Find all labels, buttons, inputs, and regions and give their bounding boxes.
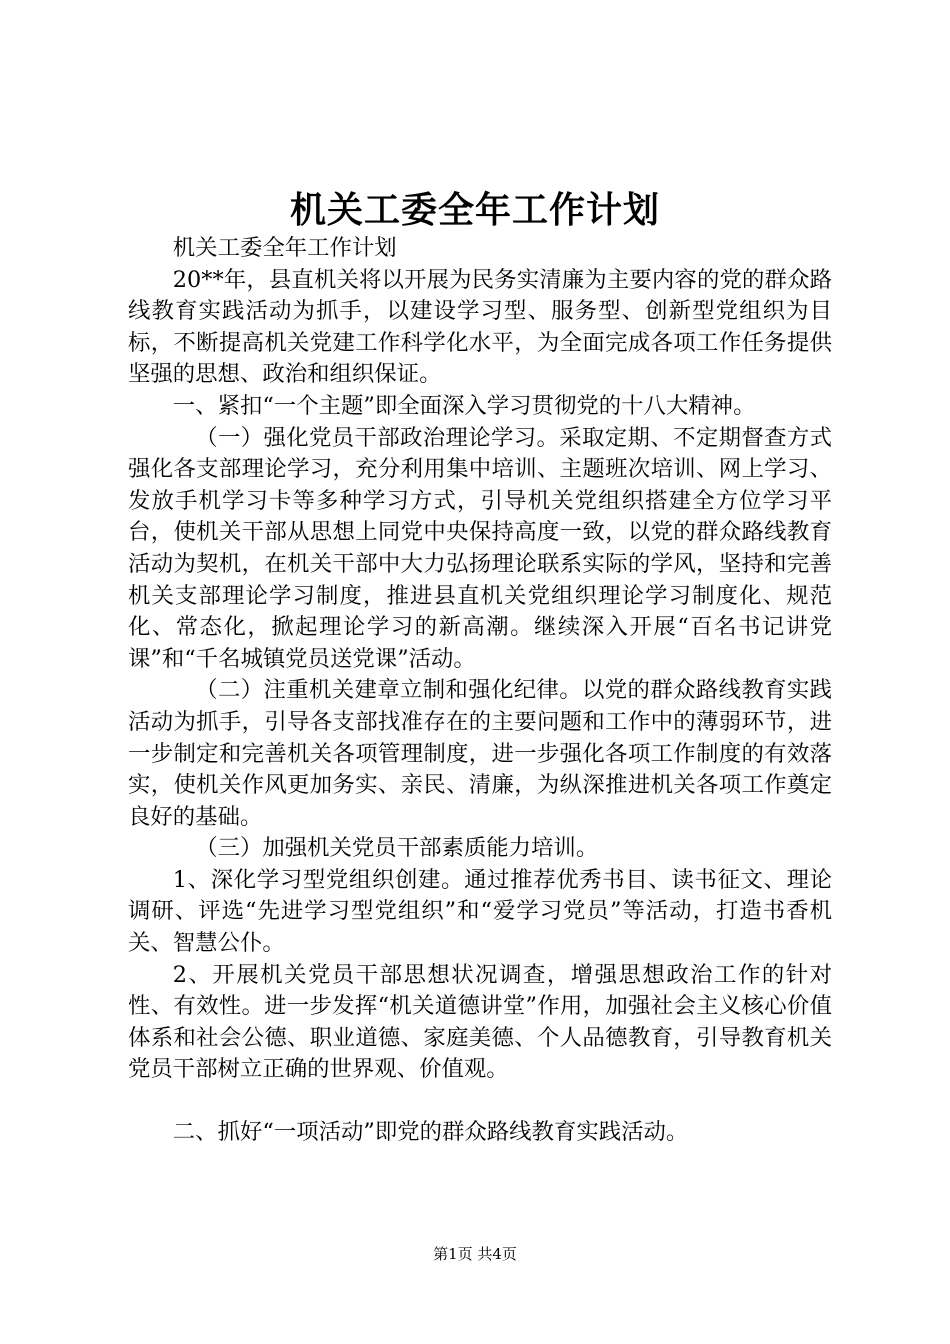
subsection-one-paragraph: （一）强化党员干部政治理论学习。采取定期、不定期督查方式强化各支部理论学习，充分利用集中培训、主题班次培训、网上学习、发放手机学习卡等多种学习方式，引导机关党组织搭建全方位学习平台，使机关干部从思想上同党中央保持高度一致，以党的群众路线教育活动为契机，在机关干部中大力弘扬理论联系实际的学风，坚持和完善机关支部理论学习制度，推进县直机关党组织理论学习制度化、规范化、常态化，掀起理论学习的新高潮。继续深入开展“百名书记讲党课”和“千名城镇党员送党课”活动。 [128,424,832,672]
section-two-heading: 二、抓好“一项活动”即党的群众路线教育实践活动。 [172,1119,689,1146]
subsection-three-heading: （三）加强机关党员干部素质能力培训。 [195,835,599,862]
subsection-two-paragraph: （二）注重机关建章立制和强化纪律。以党的群众路线教育实践活动为抓手，引导各支部找准存在的主要问题和工作中的薄弱环节，进一步制定和完善机关各项管理制度，进一步强化各项工作制度的有效落实，使机关作风更加务实、亲民、清廉，为纵深推进机关各项工作奠定良好的基础。 [128,677,832,830]
section-one-heading: 一、紧扣“一个主题”即全面深入学习贯彻党的十八大精神。 [172,392,756,419]
page-footer: 第1页 共4页 [433,1245,517,1263]
item-one-paragraph: 1、深化学习型党组织创建。通过推荐优秀书目、读书征文、理论调研、评选“先进学习型党组织”和“爱学习党员”等活动，打造书香机关、智慧公仆。 [128,866,832,957]
document-body [128,233,832,1149]
subtitle-paragraph: 机关工委全年工作计划 [172,235,397,261]
document-title: 机关工委全年工作计划 [289,189,660,231]
item-two-paragraph: 2、开展机关党员干部思想状况调查，增强思想政治工作的针对性、有效性。进一步发挥“机关道德讲堂”作用，加强社会主义核心价值体系和社会公德、职业道德、家庭美德、个人品德教育，引导教育机关党员干部树立正确的世界观、价值观。 [128,961,832,1083]
intro-paragraph: 20**年，县直机关将以开展为民务实清廉为主要内容的党的群众路线教育实践活动为抓手，以建设学习型、服务型、创新型党组织为目标，不断提高机关党建工作科学化水平，为全面完成各项工作任务提供坚强的思想、政治和组织保证。 [128,266,832,388]
